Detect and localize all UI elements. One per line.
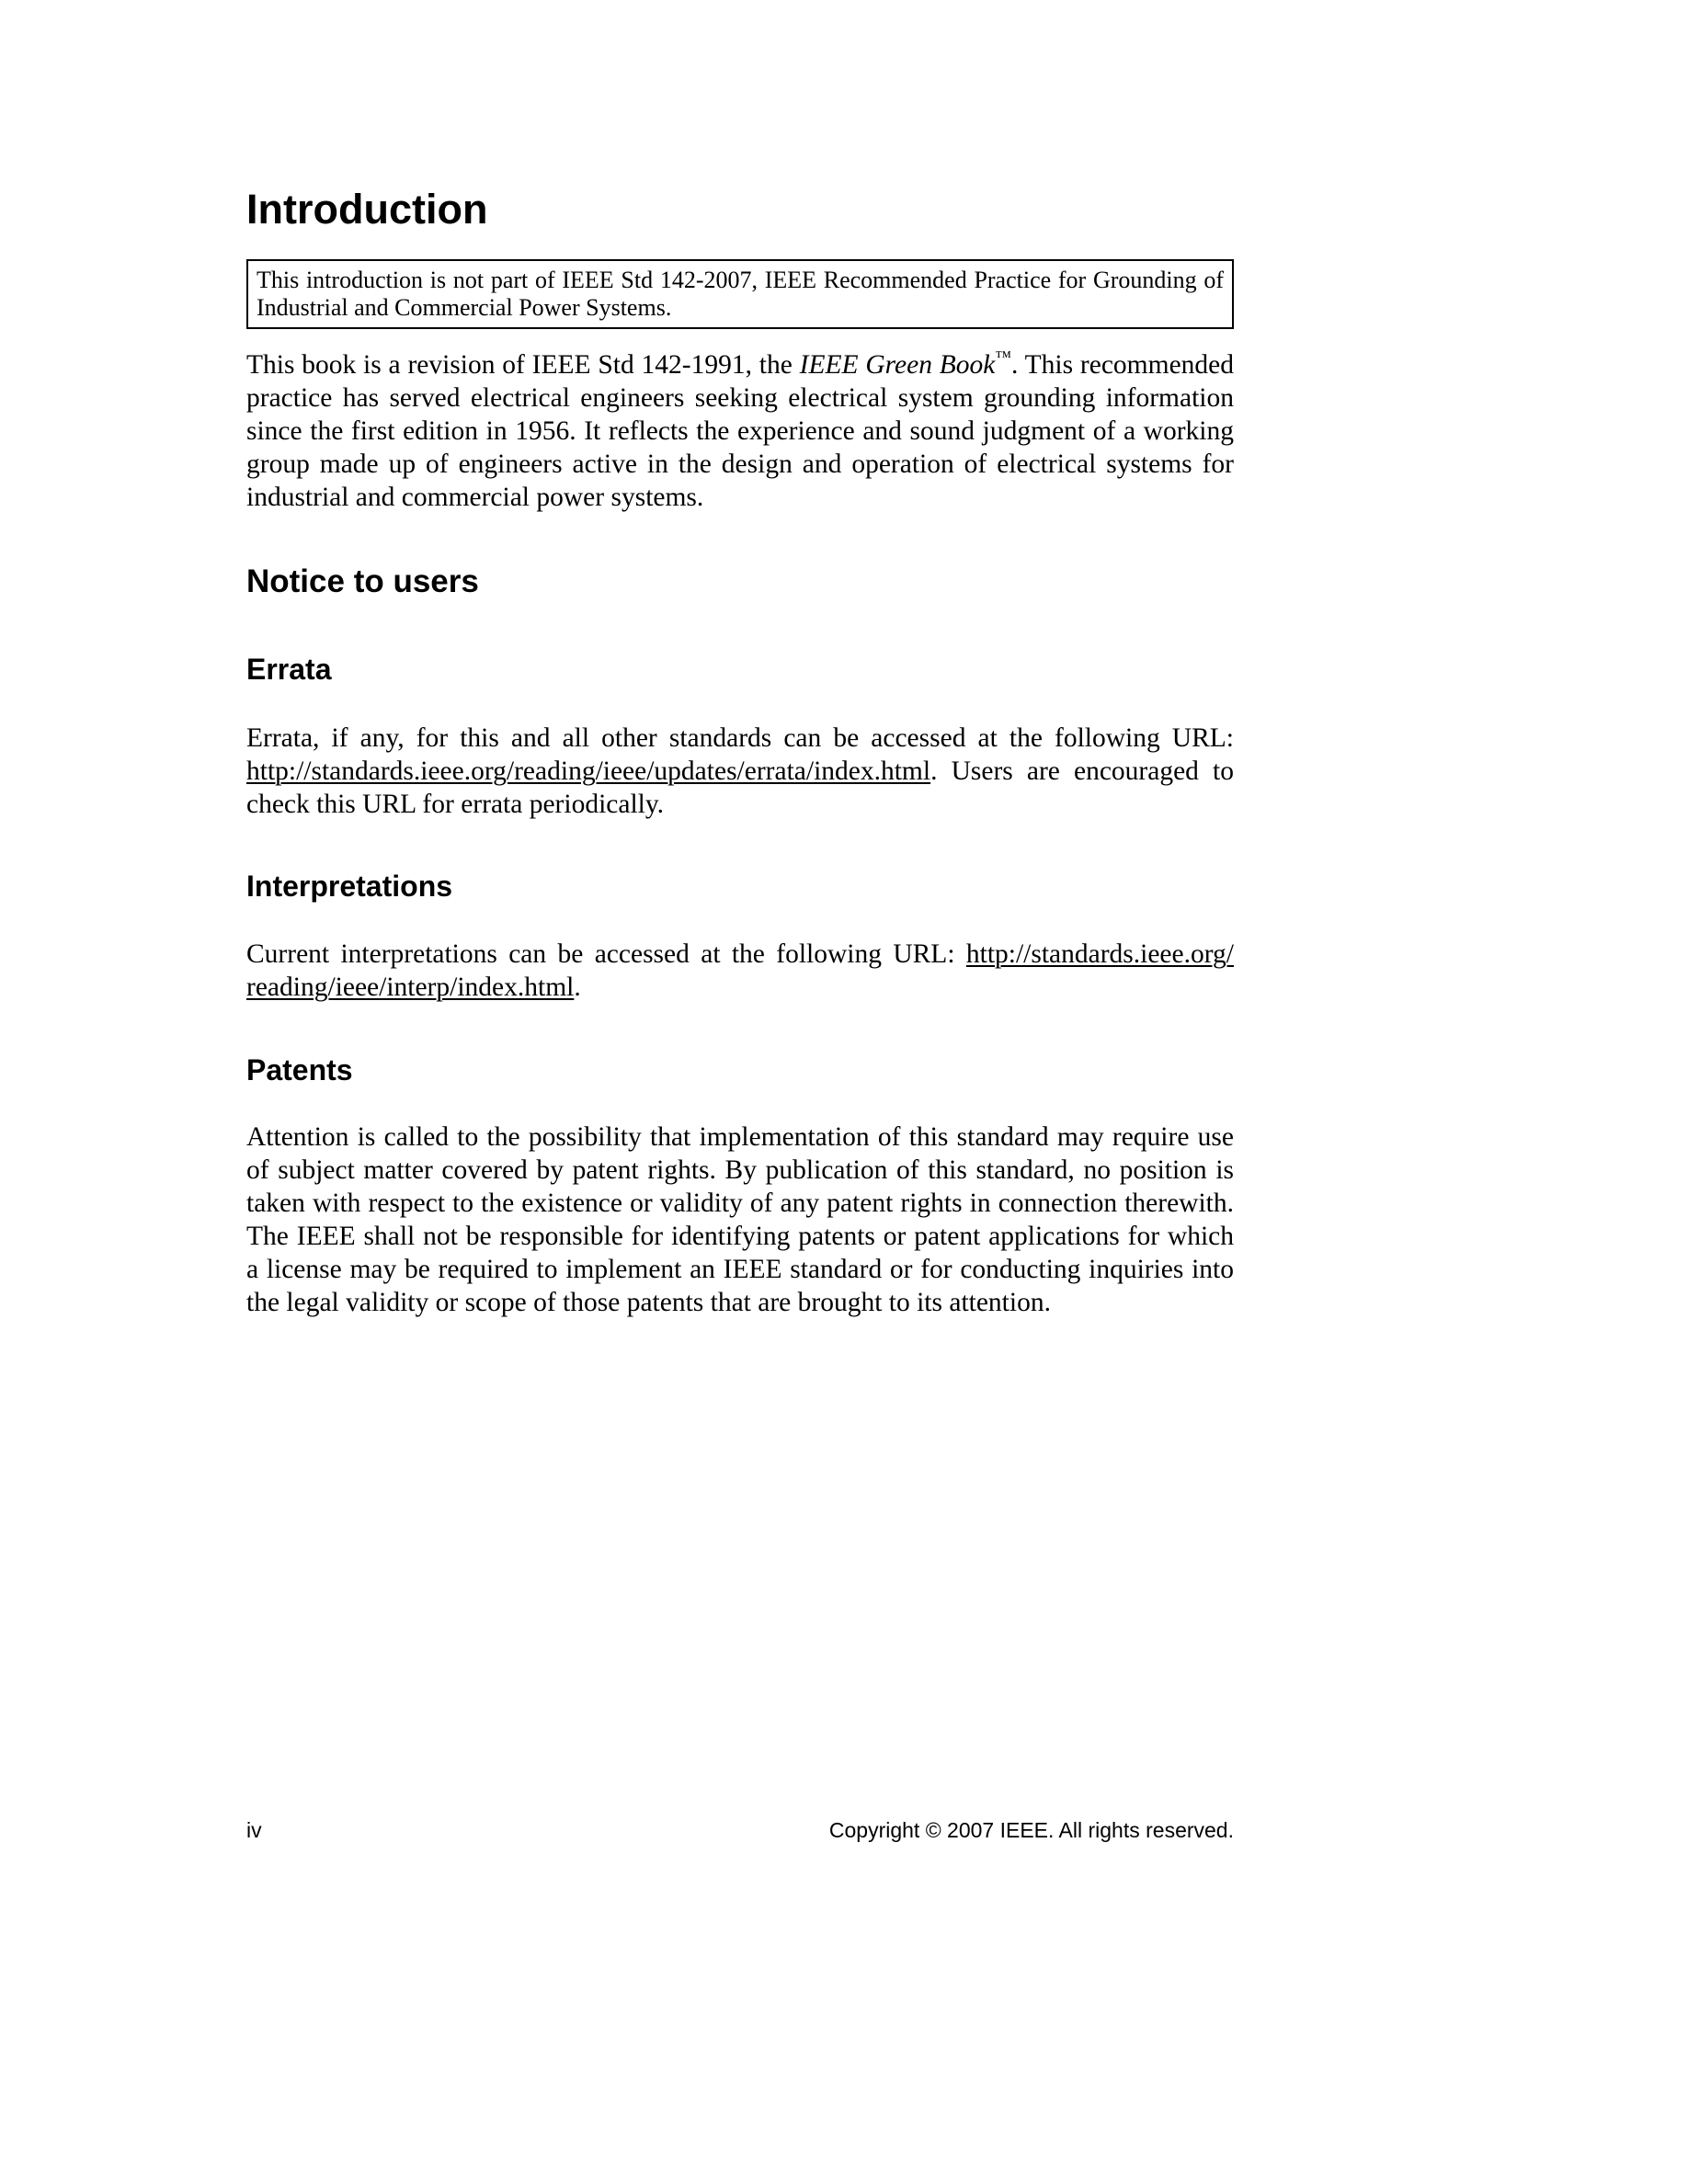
interpretations-paragraph	[246, 938, 1234, 1004]
errata-paragraph	[246, 722, 1234, 821]
interpretations-text-end: .	[574, 973, 581, 1002]
trademark-symbol: ™	[995, 347, 1012, 366]
introduction-notice-text: This introduction is not part of IEEE Std 142-2007, IEEE Recommended Practice for Grounding of Industrial and Commercial Power Systems.	[257, 267, 1224, 321]
notice-to-users-heading: Notice to users	[246, 563, 479, 599]
errata-text-start: Errata, if any, for this and all other standards can be accessed at the following URL:	[246, 723, 1234, 753]
errata-text-end: . Users are encouraged to check this URL for errata periodically.	[246, 756, 1234, 819]
green-book-title: IEEE Green Book	[799, 350, 996, 380]
interpretations-url-link[interactable]: http://standards.ieee.org/ reading/ieee/interp/index.html	[246, 939, 1234, 1002]
intro-paragraph	[246, 348, 1234, 514]
patents-heading: Patents	[246, 1053, 353, 1086]
errata-url-link[interactable]: http://standards.ieee.org/reading/ieee/updates/errata/index.html	[246, 756, 931, 786]
page-number: iv	[246, 1818, 262, 1842]
intro-text-start: This book is a revision of IEEE Std 142-1991, the	[246, 350, 800, 380]
document-page	[246, 0, 1234, 2184]
copyright-notice: Copyright © 2007 IEEE. All rights reserved.	[828, 1818, 1234, 1842]
interpretations-text-start: Current interpretations can be accessed at the following URL:	[246, 939, 966, 969]
errata-heading: Errata	[246, 653, 332, 686]
page-title: Introduction	[246, 186, 488, 233]
interpretations-heading: Interpretations	[246, 870, 453, 903]
intro-text-end: . This recommended practice has served electrical engineers seeking electrical system grounding information since the first edition in 1956. It reflects the experience and sound judgment of a working group made up of engineers active in the design and operation of electrical systems for industrial and commercial power systems.	[246, 350, 1235, 512]
introduction-notice-box	[246, 259, 1234, 329]
patents-paragraph: Attention is called to the possibility that implementation of this standard may require use of subject matter covered by patent rights. By publication of this standard, no position is taken with respect to the existence or validity of any patent rights in connection therewith. The IEEE shall not be responsible for identifying patents or patent applications for which a license may be required to implement an IEEE standard or for conducting inquiries into the legal validity or scope of those patents that are brought to its attention.	[246, 1122, 1234, 1317]
